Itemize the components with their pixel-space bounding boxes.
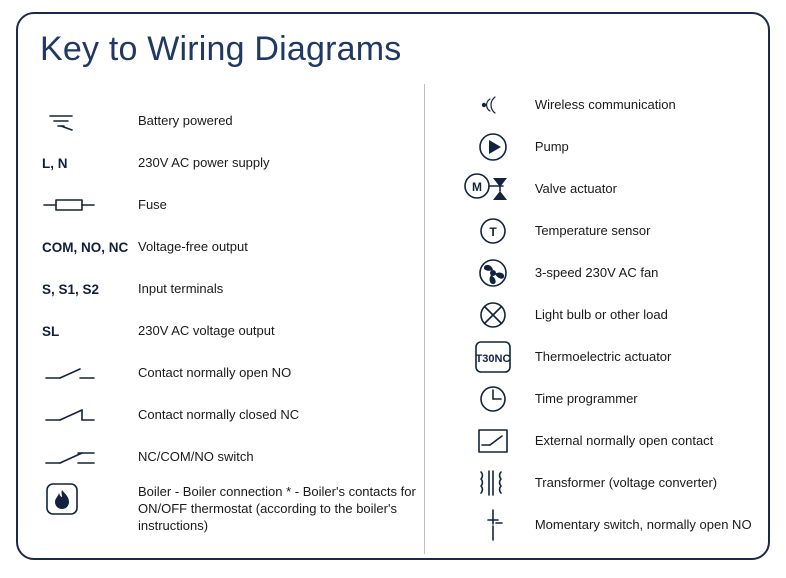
page-title: Key to Wiring Diagrams bbox=[40, 30, 402, 68]
list-item-label: NC/COM/NO switch bbox=[138, 449, 254, 464]
symbol-text bbox=[42, 142, 138, 184]
list-item bbox=[42, 352, 424, 394]
list-item bbox=[451, 378, 768, 420]
symbol-text bbox=[42, 268, 138, 310]
valve-actuator-icon bbox=[451, 168, 535, 210]
legend-columns bbox=[18, 84, 768, 554]
legend-column-right bbox=[424, 84, 768, 554]
list-item-label: 3-speed 230V AC fan bbox=[534, 265, 659, 280]
list-item bbox=[42, 226, 424, 268]
list-item bbox=[451, 252, 768, 294]
list-item bbox=[451, 210, 768, 252]
list-item bbox=[42, 310, 424, 352]
svg-text:T30NC: T30NC bbox=[475, 353, 511, 365]
list-item-label: Boiler - Boiler connection * - Boiler's contacts for ON/OFF thermostat (according to the boiler's instructions) bbox=[138, 484, 416, 533]
list-item-label: Pump bbox=[534, 139, 569, 154]
list-item-label: Temperature sensor bbox=[534, 223, 651, 238]
list-item bbox=[451, 462, 768, 504]
symbol-label: SL bbox=[42, 323, 60, 339]
list-item-label: Transformer (voltage converter) bbox=[534, 475, 718, 490]
list-item bbox=[451, 294, 768, 336]
list-item-label: Momentary switch, normally open NO bbox=[534, 517, 752, 532]
list-item bbox=[42, 142, 424, 184]
momentary-switch-icon bbox=[451, 504, 535, 546]
list-item-label: Valve actuator bbox=[534, 181, 617, 196]
thermoelectric-actuator-icon bbox=[451, 336, 535, 378]
svg-text:T: T bbox=[489, 225, 497, 239]
list-item bbox=[42, 100, 424, 142]
list-item bbox=[42, 268, 424, 310]
list-item-label: Time programmer bbox=[534, 391, 638, 406]
list-item-label: Contact normally closed NC bbox=[138, 407, 300, 422]
list-item bbox=[42, 184, 424, 226]
external-contact-icon bbox=[451, 420, 535, 462]
legend-card bbox=[16, 12, 770, 560]
list-item-label: External normally open contact bbox=[534, 433, 714, 448]
boiler-flame-icon bbox=[42, 478, 138, 520]
list-item bbox=[451, 126, 768, 168]
legend-column-left bbox=[18, 84, 424, 554]
time-programmer-icon bbox=[451, 378, 535, 420]
fuse-icon bbox=[42, 184, 138, 226]
changeover-switch-icon bbox=[42, 436, 138, 478]
list-item-label: 230V AC voltage output bbox=[138, 323, 275, 338]
list-item-label: Thermoelectric actuator bbox=[534, 349, 672, 364]
list-item bbox=[451, 420, 768, 462]
list-item-label: Voltage-free output bbox=[138, 239, 248, 254]
list-item-label: Fuse bbox=[138, 197, 167, 212]
temperature-sensor-icon bbox=[451, 210, 535, 252]
transformer-icon bbox=[451, 462, 535, 504]
list-item-label: Wireless communication bbox=[534, 97, 676, 112]
light-bulb-icon bbox=[451, 294, 535, 336]
symbol-label: S, S1, S2 bbox=[42, 281, 100, 297]
list-item-label: Battery powered bbox=[138, 113, 233, 128]
symbol-text bbox=[42, 226, 138, 268]
list-item-label: Light bulb or other load bbox=[534, 307, 668, 322]
symbol-label: L, N bbox=[42, 155, 68, 171]
contact-normally-open-icon bbox=[42, 352, 138, 394]
list-item-label: Contact normally open NO bbox=[138, 365, 292, 380]
symbol-label: COM, NO, NC bbox=[42, 239, 129, 255]
symbol-text bbox=[42, 310, 138, 352]
list-item bbox=[42, 436, 424, 478]
pump-icon bbox=[451, 126, 535, 168]
contact-normally-closed-icon bbox=[42, 394, 138, 436]
wireless-icon bbox=[451, 84, 535, 126]
battery-ground-icon bbox=[42, 100, 138, 142]
list-item-label: 230V AC power supply bbox=[138, 155, 270, 170]
fan-icon bbox=[451, 252, 535, 294]
list-item bbox=[451, 168, 768, 210]
svg-text:M: M bbox=[471, 180, 482, 194]
list-item-label: Input terminals bbox=[138, 281, 224, 296]
list-item bbox=[451, 84, 768, 126]
list-item bbox=[42, 394, 424, 436]
list-item bbox=[42, 478, 424, 534]
list-item bbox=[451, 336, 768, 378]
list-item bbox=[451, 504, 768, 546]
